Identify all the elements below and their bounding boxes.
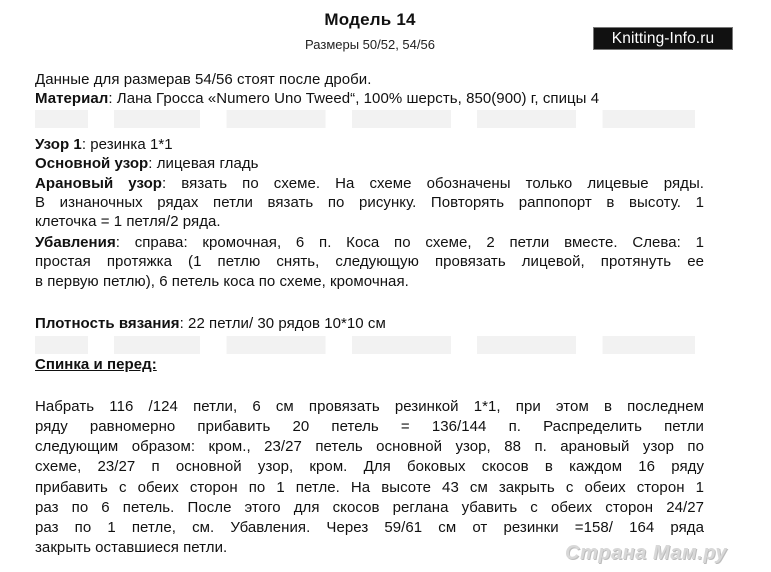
- decreases-text: : справа: кромочная, 6 п. Коса по схеме, 2 петли вместе. Слева: 1: [115, 234, 704, 251]
- pattern-one-line: [35, 135, 173, 154]
- faint-scan-line: [35, 336, 695, 354]
- decreases-line-1: [35, 233, 704, 252]
- pattern-one-label: Узор 1: [35, 136, 82, 153]
- back-instruction-line-7: раз по 1 петле, см. Убавления. Через 59/61 см от резинки =158/ 164 ряда: [35, 519, 704, 536]
- site-watermark: Knitting-Info.ru: [593, 27, 733, 50]
- pattern-one-text: : резинка 1*1: [81, 136, 173, 153]
- aran-pattern-text: : вязать по схеме. На схеме обозначены только лицевые ряды.: [162, 175, 704, 192]
- back-front-heading: Спинка и перед:: [35, 356, 157, 373]
- back-instruction-line-2: ряду равномерно прибавить 20 петель = 136/144 п. Распределить петли: [35, 418, 704, 435]
- aran-pattern-line-1: [35, 174, 704, 193]
- material-text: : Лана Гросса «Numero Uno Tweed“, 100% шерсть, 850(900) г, спицы 4: [108, 90, 600, 107]
- back-instruction-line-5: прибавить с обеих сторон по 1 петле. На высоте 43 см закрыть с обеих сторон 1: [35, 479, 704, 496]
- density-text: : 22 петли/ 30 рядов 10*10 см: [179, 315, 386, 332]
- back-instruction-line-1: Набрать 116 /124 петли, 6 см провязать резинкой 1*1, при этом в последнем: [35, 398, 704, 415]
- footer-watermark: Страна Мам.ру: [565, 542, 728, 564]
- decreases-line-2: простая протяжка (1 петлю снять, следующую провязать лицевой, протянуть ее: [35, 253, 704, 270]
- density-label: Плотность вязания: [35, 315, 180, 332]
- density-line: [35, 314, 386, 333]
- main-pattern-label: Основной узор: [35, 155, 149, 172]
- sizes-subtitle: Размеры 50/52, 54/56: [305, 37, 435, 52]
- decreases-label: Убавления: [35, 234, 116, 251]
- model-title: Модель 14: [324, 10, 416, 29]
- decreases-line-3: в первую петлю), 6 петель коса по схеме, кромочная.: [35, 273, 409, 290]
- back-instruction-line-6: раз по 6 петель. После этого для скосов реглана убавить с обеих сторон 24/27: [35, 499, 704, 516]
- aran-pattern-line-2: В изнаночных рядах петли вязать по рисунку. Повторять раппопорт в высоту. 1: [35, 194, 704, 211]
- faint-scan-line: [35, 110, 695, 128]
- aran-pattern-label: Арановый узор: [35, 175, 163, 192]
- material-line: [35, 89, 599, 108]
- main-pattern-line: [35, 154, 259, 173]
- back-instruction-line-4: схеме, 23/27 п основной узор, кром. Для боковых скосов в каждом 16 ряду: [35, 458, 704, 475]
- aran-pattern-line-3: клеточка = 1 петля/2 ряда.: [35, 213, 221, 230]
- back-instruction-line-8: закрыть оставшиеся петли.: [35, 539, 228, 556]
- main-pattern-text: : лицевая гладь: [148, 155, 259, 172]
- back-instruction-line-3: следующим образом: кром., 23/27 петель основной узор, 88 п. арановый узор по: [35, 438, 704, 455]
- sizes-note-line: Данные для размерав 54/56 стоят после дроби.: [35, 71, 372, 88]
- material-label: Материал: [35, 90, 109, 107]
